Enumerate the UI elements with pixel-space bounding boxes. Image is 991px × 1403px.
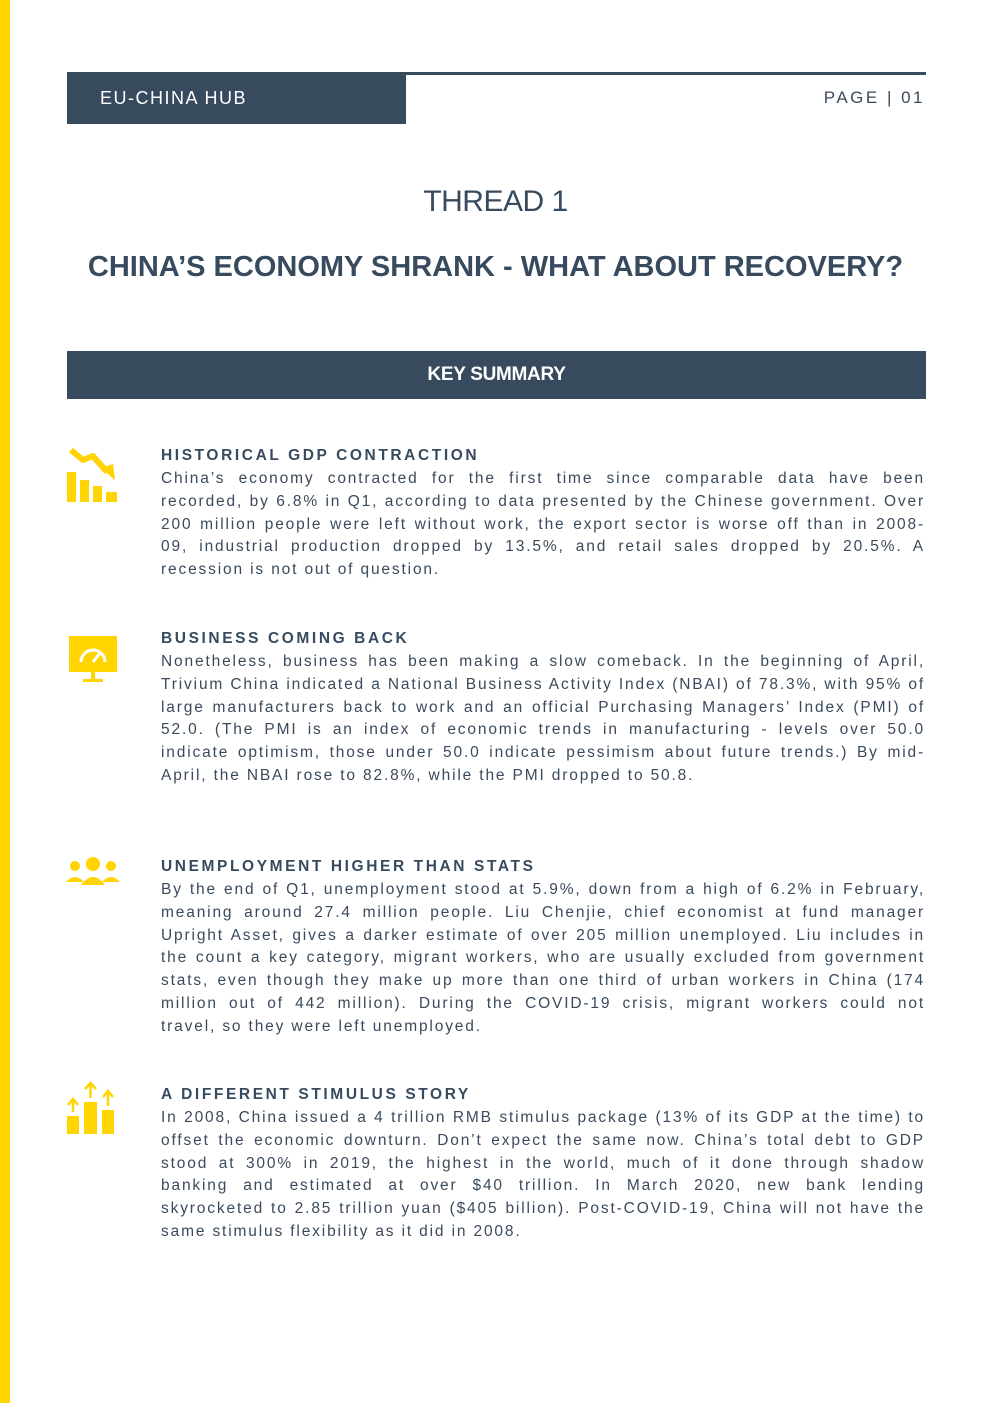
page-title: CHINA’S ECONOMY SHRANK - WHAT ABOUT RECOVERY? [87, 251, 904, 283]
thread-label: THREAD 1 [423, 185, 568, 218]
section-title: A DIFFERENT STIMULUS STORY [161, 1086, 471, 1103]
section-title: HISTORICAL GDP CONTRACTION [161, 447, 480, 464]
key-summary-banner: KEY SUMMARY [67, 351, 926, 399]
rising-bar-chart-icon [65, 1080, 121, 1136]
people-group-icon [65, 852, 121, 908]
declining-bar-chart-icon [65, 446, 121, 502]
monitor-gauge-icon [65, 634, 121, 690]
hub-label: EU-CHINA HUB [67, 72, 406, 124]
section-title: UNEMPLOYMENT HIGHER THAN STATS [161, 858, 536, 875]
section-title: BUSINESS COMING BACK [161, 630, 410, 647]
section-body: In 2008, China issued a 4 trillion RMB stimulus package (13% of its GDP at the time) to offset the economic downturn. Don’t expect the same now. China’s total debt to GDP stood at 300% in 2019, the highest in the world, much of it done through shadow banking and estimated at over $40 trillion. In March 2020, new bank lending skyrocketed to 2.85 trillion yuan ($405 billion). Post-COVID-19, China will not have the same stimulus flexibility as it did in 2008. [161, 1109, 925, 1240]
section-body: Nonetheless, business has been making a slow comeback. In the beginning of April, Trivium China indicated a National Business Activity Index (NBAI) of 78.3%, with 95% of large manufacturers back to work and an official Purchasing Managers’ Index (PMI) of 52.0. (The PMI is an index of economic trends in manufacturing - levels over 50.0 indicate optimism, those under 50.0 indicate pessimism about future trends.) By mid-April, the NBAI rose to 82.8%, while the PMI dropped to 50.8. [161, 653, 925, 784]
section-body: By the end of Q1, unemployment stood at 5.9%, down from a high of 6.2% in February, meaning around 27.4 million people. Liu Chenjie, chief economist at fund manager Upright Asset, gives a darker estimate of over 205 million unemployed. Liu includes in the count a key category, migrant workers, who are usually excluded from government stats, even though they make up more than one third of urban workers in China (174 million out of 442 million). During the COVID-19 crisis, migrant workers could not travel, so they were left unemployed. [161, 881, 925, 1035]
section-body: China’s economy contracted for the first time since comparable data have been recorded, by 6.8% in Q1, according to data presented by the Chinese government. Over 200 million people were left without work, the export sector is worse off than in 2008-09, industrial production dropped by 13.5%, and retail sales dropped by 20.5%. A recession is not out of question. [161, 470, 925, 579]
page-number: PAGE | 01 [823, 88, 925, 107]
